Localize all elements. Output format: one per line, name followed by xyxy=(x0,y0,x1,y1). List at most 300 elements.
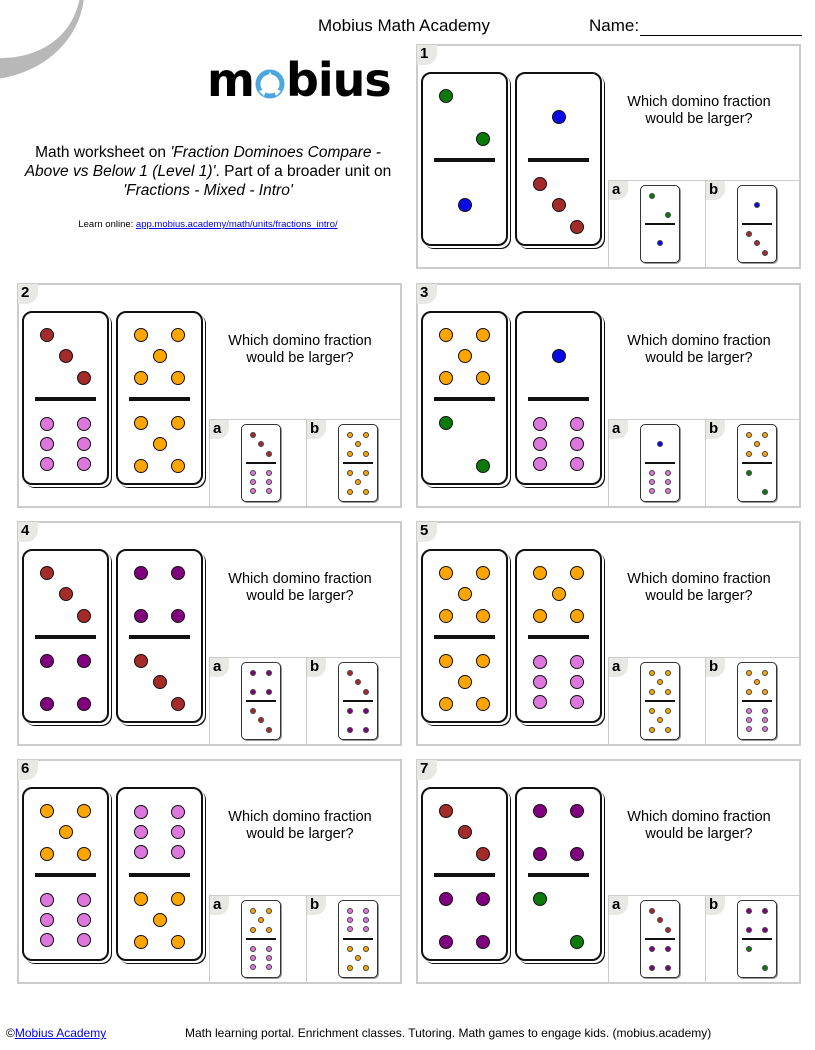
description-prefix: Math worksheet on xyxy=(35,144,171,161)
domino-half-top xyxy=(641,663,679,701)
answer-options xyxy=(209,895,402,984)
pip-purple xyxy=(533,847,547,861)
answer-options xyxy=(608,419,801,508)
pip-orange xyxy=(347,489,353,495)
pip-pink xyxy=(347,908,353,914)
name-label: Name: xyxy=(589,16,640,35)
option-domino xyxy=(640,424,680,502)
option-label: a xyxy=(210,896,229,915)
pip-red xyxy=(171,697,185,711)
pip-orange xyxy=(134,935,148,949)
pip-orange xyxy=(665,708,671,714)
pip-orange xyxy=(134,892,148,906)
pip-orange xyxy=(171,371,185,385)
option-label: a xyxy=(210,420,229,439)
pip-orange xyxy=(171,459,185,473)
option-b[interactable] xyxy=(306,896,402,984)
option-b[interactable] xyxy=(705,658,801,746)
pip-blue xyxy=(552,349,566,363)
pip-orange xyxy=(649,670,655,676)
option-a[interactable] xyxy=(210,896,306,984)
option-a[interactable] xyxy=(609,181,705,269)
pip-red xyxy=(570,220,584,234)
pip-purple xyxy=(171,566,185,580)
option-label: b xyxy=(307,420,326,439)
pip-pink xyxy=(171,805,185,819)
pip-orange xyxy=(347,965,353,971)
domino xyxy=(421,72,508,246)
pip-orange xyxy=(665,670,671,676)
option-label: a xyxy=(210,658,229,677)
pip-pink xyxy=(347,917,353,923)
domino xyxy=(22,311,109,485)
pip-orange xyxy=(153,913,167,927)
pip-orange xyxy=(347,946,353,952)
pip-green xyxy=(476,132,490,146)
learn-online-label: Learn online: xyxy=(78,219,136,230)
pip-pink xyxy=(77,893,91,907)
pip-orange xyxy=(476,609,490,623)
pip-pink xyxy=(762,708,768,714)
pip-orange xyxy=(649,689,655,695)
pip-red xyxy=(657,917,663,923)
option-a[interactable] xyxy=(210,658,306,746)
pip-pink xyxy=(570,675,584,689)
domino-half-top xyxy=(24,789,107,875)
pip-red xyxy=(40,566,54,580)
pip-red xyxy=(347,670,353,676)
pip-red xyxy=(552,198,566,212)
domino-half-bottom xyxy=(339,939,377,977)
pip-orange xyxy=(266,927,272,933)
pip-red xyxy=(59,349,73,363)
pip-pink xyxy=(649,470,655,476)
pip-pink xyxy=(40,417,54,431)
pip-orange xyxy=(439,371,453,385)
option-b[interactable] xyxy=(705,420,801,508)
pip-orange xyxy=(363,451,369,457)
pip-purple xyxy=(266,670,272,676)
option-domino xyxy=(640,185,680,263)
pip-green xyxy=(570,935,584,949)
option-label: b xyxy=(706,896,725,915)
pip-pink xyxy=(171,825,185,839)
pip-red xyxy=(533,177,547,191)
domino-half-bottom xyxy=(641,939,679,977)
question-text: Which domino fraction would be larger? xyxy=(627,333,771,366)
domino-half-top xyxy=(517,789,600,875)
pip-green xyxy=(746,470,752,476)
option-a[interactable] xyxy=(609,420,705,508)
domino-half-bottom xyxy=(738,701,776,739)
domino xyxy=(116,549,203,723)
domino-half-bottom xyxy=(517,877,600,963)
pip-pink xyxy=(77,457,91,471)
answer-options xyxy=(209,419,402,508)
option-b[interactable] xyxy=(705,181,801,269)
domino-half-bottom xyxy=(242,463,280,501)
pip-orange xyxy=(40,804,54,818)
question-text: Which domino fraction would be larger? xyxy=(627,809,771,842)
pip-red xyxy=(746,231,752,237)
pip-orange xyxy=(762,670,768,676)
pip-purple xyxy=(570,804,584,818)
pip-pink xyxy=(266,488,272,494)
pip-purple xyxy=(746,908,752,914)
domino xyxy=(116,311,203,485)
pip-purple xyxy=(762,927,768,933)
pip-orange xyxy=(153,437,167,451)
pip-orange xyxy=(746,432,752,438)
pip-orange xyxy=(665,727,671,733)
pip-pink xyxy=(266,964,272,970)
pip-orange xyxy=(533,609,547,623)
pip-purple xyxy=(250,689,256,695)
pip-orange xyxy=(458,675,472,689)
pip-red xyxy=(77,609,91,623)
pip-pink xyxy=(40,933,54,947)
pip-orange xyxy=(754,441,760,447)
pip-orange xyxy=(363,470,369,476)
pip-pink xyxy=(250,964,256,970)
problem-4 xyxy=(17,521,402,746)
logo-text-left: m xyxy=(207,53,254,107)
pip-orange xyxy=(77,804,91,818)
option-domino xyxy=(737,900,777,978)
pip-purple xyxy=(77,697,91,711)
domino-half-top xyxy=(24,313,107,399)
pip-red xyxy=(134,654,148,668)
name-field-line[interactable] xyxy=(640,35,802,36)
pip-pink xyxy=(347,926,353,932)
pip-orange xyxy=(476,328,490,342)
pip-orange xyxy=(476,654,490,668)
option-label: a xyxy=(609,181,628,200)
option-domino xyxy=(338,900,378,978)
pip-purple xyxy=(476,892,490,906)
pip-pink xyxy=(570,695,584,709)
pip-purple xyxy=(649,946,655,952)
domino-half-top xyxy=(339,901,377,939)
pip-red xyxy=(77,371,91,385)
domino-half-bottom xyxy=(24,639,107,725)
option-domino xyxy=(241,900,281,978)
question-text: Which domino fraction would be larger? xyxy=(627,94,771,127)
learn-online-link[interactable]: app.mobius.academy/math/units/fractions_intro/ xyxy=(135,219,338,230)
domino-half-top xyxy=(423,789,506,875)
pip-orange xyxy=(657,679,663,685)
pip-red xyxy=(258,717,264,723)
pip-pink xyxy=(77,437,91,451)
pip-pink xyxy=(77,913,91,927)
domino-half-top xyxy=(423,551,506,637)
option-b[interactable] xyxy=(705,896,801,984)
pip-pink xyxy=(746,726,752,732)
pip-orange xyxy=(552,587,566,601)
option-domino xyxy=(338,424,378,502)
pip-orange xyxy=(347,451,353,457)
domino-half-bottom xyxy=(118,877,201,963)
domino-half-bottom xyxy=(118,639,201,725)
pip-orange xyxy=(762,432,768,438)
pip-orange xyxy=(439,697,453,711)
option-a[interactable] xyxy=(609,658,705,746)
pip-orange xyxy=(570,566,584,580)
answer-options xyxy=(608,895,801,984)
pip-purple xyxy=(533,804,547,818)
domino-half-top xyxy=(738,425,776,463)
pip-purple xyxy=(347,727,353,733)
pip-pink xyxy=(533,457,547,471)
pip-purple xyxy=(363,708,369,714)
pip-orange xyxy=(258,917,264,923)
pip-blue xyxy=(754,202,760,208)
domino-half-top xyxy=(738,186,776,224)
logo-o-icon xyxy=(255,69,285,99)
pip-orange xyxy=(363,489,369,495)
pip-orange xyxy=(665,689,671,695)
pip-pink xyxy=(762,717,768,723)
pip-blue xyxy=(552,110,566,124)
option-domino xyxy=(241,424,281,502)
option-label: b xyxy=(307,896,326,915)
pip-red xyxy=(439,804,453,818)
pip-purple xyxy=(746,927,752,933)
pip-pink xyxy=(570,417,584,431)
pip-orange xyxy=(40,847,54,861)
pip-orange xyxy=(363,965,369,971)
pip-orange xyxy=(476,697,490,711)
pip-green xyxy=(665,212,671,218)
problem-3 xyxy=(416,283,801,508)
pip-green xyxy=(649,193,655,199)
problem-number-badge: 3 xyxy=(417,284,437,304)
description-middle: . Part of a broader unit on xyxy=(215,163,392,180)
pip-red xyxy=(476,847,490,861)
pip-pink xyxy=(665,470,671,476)
pip-orange xyxy=(649,708,655,714)
pip-pink xyxy=(40,893,54,907)
pip-pink xyxy=(266,479,272,485)
pip-pink xyxy=(533,675,547,689)
answer-options xyxy=(608,657,801,746)
option-domino xyxy=(737,185,777,263)
pip-pink xyxy=(649,488,655,494)
domino-half-top xyxy=(339,425,377,463)
domino xyxy=(515,311,602,485)
pip-orange xyxy=(746,689,752,695)
pip-pink xyxy=(533,655,547,669)
domino-half-top xyxy=(242,901,280,939)
domino xyxy=(421,549,508,723)
description-topic: 'Fraction Dominoes Compare - Above vs Below 1 (Level 1)' xyxy=(24,144,381,180)
domino xyxy=(421,311,508,485)
question-text: Which domino fraction would be larger? xyxy=(627,571,771,604)
option-label: a xyxy=(609,896,628,915)
pip-red xyxy=(266,451,272,457)
footer-tagline: Math learning portal. Enrichment classes. Tutoring. Math games to engage kids. (mobius.academy) xyxy=(185,1026,712,1040)
pip-red xyxy=(363,689,369,695)
question-text: Which domino fraction would be larger? xyxy=(228,333,372,366)
pip-purple xyxy=(250,670,256,676)
domino-half-bottom xyxy=(423,877,506,963)
pip-red xyxy=(355,679,361,685)
pip-green xyxy=(762,489,768,495)
pip-red xyxy=(266,727,272,733)
pip-orange xyxy=(458,349,472,363)
domino-half-bottom xyxy=(242,939,280,977)
pip-orange xyxy=(439,654,453,668)
domino-half-bottom xyxy=(738,939,776,977)
option-label: b xyxy=(706,181,725,200)
pip-purple xyxy=(347,708,353,714)
pip-orange xyxy=(77,847,91,861)
pip-orange xyxy=(439,566,453,580)
pip-purple xyxy=(439,892,453,906)
pip-purple xyxy=(171,609,185,623)
mobius-academy-link[interactable]: Mobius Academy xyxy=(14,1026,107,1040)
pip-orange xyxy=(746,670,752,676)
pip-red xyxy=(250,708,256,714)
domino-half-top xyxy=(517,313,600,399)
pip-pink xyxy=(363,917,369,923)
domino-half-top xyxy=(738,901,776,939)
domino-half-bottom xyxy=(517,639,600,725)
pip-purple xyxy=(40,697,54,711)
pip-red xyxy=(258,441,264,447)
pip-orange xyxy=(171,328,185,342)
pip-pink xyxy=(649,479,655,485)
answer-options xyxy=(608,180,801,269)
domino-half-bottom xyxy=(118,401,201,487)
pip-orange xyxy=(439,609,453,623)
pip-blue xyxy=(458,198,472,212)
option-domino xyxy=(640,900,680,978)
problem-number-badge: 4 xyxy=(18,522,38,542)
domino-half-bottom xyxy=(641,701,679,739)
problem-1 xyxy=(416,44,801,269)
pip-orange xyxy=(657,717,663,723)
domino xyxy=(22,787,109,961)
domino-half-top xyxy=(517,551,600,637)
domino-half-top xyxy=(641,901,679,939)
pip-pink xyxy=(77,417,91,431)
option-domino xyxy=(241,662,281,740)
domino xyxy=(22,549,109,723)
option-domino xyxy=(640,662,680,740)
domino-half-bottom xyxy=(517,401,600,487)
pip-purple xyxy=(762,908,768,914)
domino-half-top xyxy=(118,313,201,399)
pip-purple xyxy=(363,727,369,733)
domino-half-top xyxy=(517,74,600,160)
option-a[interactable] xyxy=(609,896,705,984)
pip-orange xyxy=(355,441,361,447)
pip-purple xyxy=(649,965,655,971)
pip-orange xyxy=(250,908,256,914)
pip-orange xyxy=(355,955,361,961)
option-label: b xyxy=(706,420,725,439)
domino-half-top xyxy=(738,663,776,701)
domino xyxy=(116,787,203,961)
pip-orange xyxy=(171,935,185,949)
pip-green xyxy=(439,416,453,430)
pip-pink xyxy=(134,825,148,839)
option-b[interactable] xyxy=(306,420,402,508)
mobius-logo xyxy=(207,53,391,107)
pip-pink xyxy=(570,437,584,451)
pip-orange xyxy=(762,689,768,695)
domino xyxy=(515,72,602,246)
pip-orange xyxy=(762,451,768,457)
pip-red xyxy=(458,825,472,839)
pip-pink xyxy=(570,457,584,471)
domino xyxy=(421,787,508,961)
domino-half-top xyxy=(641,186,679,224)
domino-half-top xyxy=(423,74,506,160)
pip-orange xyxy=(570,609,584,623)
problem-number-badge: 2 xyxy=(18,284,38,304)
domino-half-top xyxy=(118,551,201,637)
pip-purple xyxy=(439,935,453,949)
footer-copyright xyxy=(6,1026,106,1040)
problem-number-badge: 1 xyxy=(417,45,437,65)
option-b[interactable] xyxy=(306,658,402,746)
pip-pink xyxy=(250,955,256,961)
pip-orange xyxy=(266,908,272,914)
problem-number-badge: 7 xyxy=(417,760,437,780)
pip-orange xyxy=(250,927,256,933)
pip-pink xyxy=(746,717,752,723)
pip-pink xyxy=(665,479,671,485)
problem-6 xyxy=(17,759,402,984)
logo-text-right: bius xyxy=(285,53,391,107)
pip-pink xyxy=(533,437,547,451)
option-domino xyxy=(737,662,777,740)
copyright-symbol: © xyxy=(6,1026,15,1040)
pip-orange xyxy=(476,371,490,385)
pip-pink xyxy=(762,726,768,732)
pip-pink xyxy=(40,457,54,471)
pip-purple xyxy=(266,689,272,695)
pip-pink xyxy=(40,913,54,927)
problem-2 xyxy=(17,283,402,508)
description-unit: 'Fractions - Mixed - Intro' xyxy=(123,182,293,199)
pip-pink xyxy=(363,926,369,932)
domino-half-top xyxy=(118,789,201,875)
problem-number-badge: 5 xyxy=(417,522,437,542)
domino-half-bottom xyxy=(641,463,679,501)
pip-green xyxy=(439,89,453,103)
pip-orange xyxy=(754,679,760,685)
pip-orange xyxy=(347,470,353,476)
pip-pink xyxy=(250,946,256,952)
option-a[interactable] xyxy=(210,420,306,508)
page-title: Mobius Math Academy xyxy=(318,16,490,35)
pip-orange xyxy=(649,727,655,733)
pip-blue xyxy=(657,240,663,246)
pip-pink xyxy=(533,695,547,709)
pip-orange xyxy=(355,479,361,485)
option-label: b xyxy=(307,658,326,677)
domino-half-bottom xyxy=(24,401,107,487)
pip-pink xyxy=(266,946,272,952)
domino-half-bottom xyxy=(517,162,600,248)
pip-pink xyxy=(40,437,54,451)
domino-half-bottom xyxy=(423,162,506,248)
domino-half-bottom xyxy=(242,701,280,739)
pip-pink xyxy=(250,479,256,485)
